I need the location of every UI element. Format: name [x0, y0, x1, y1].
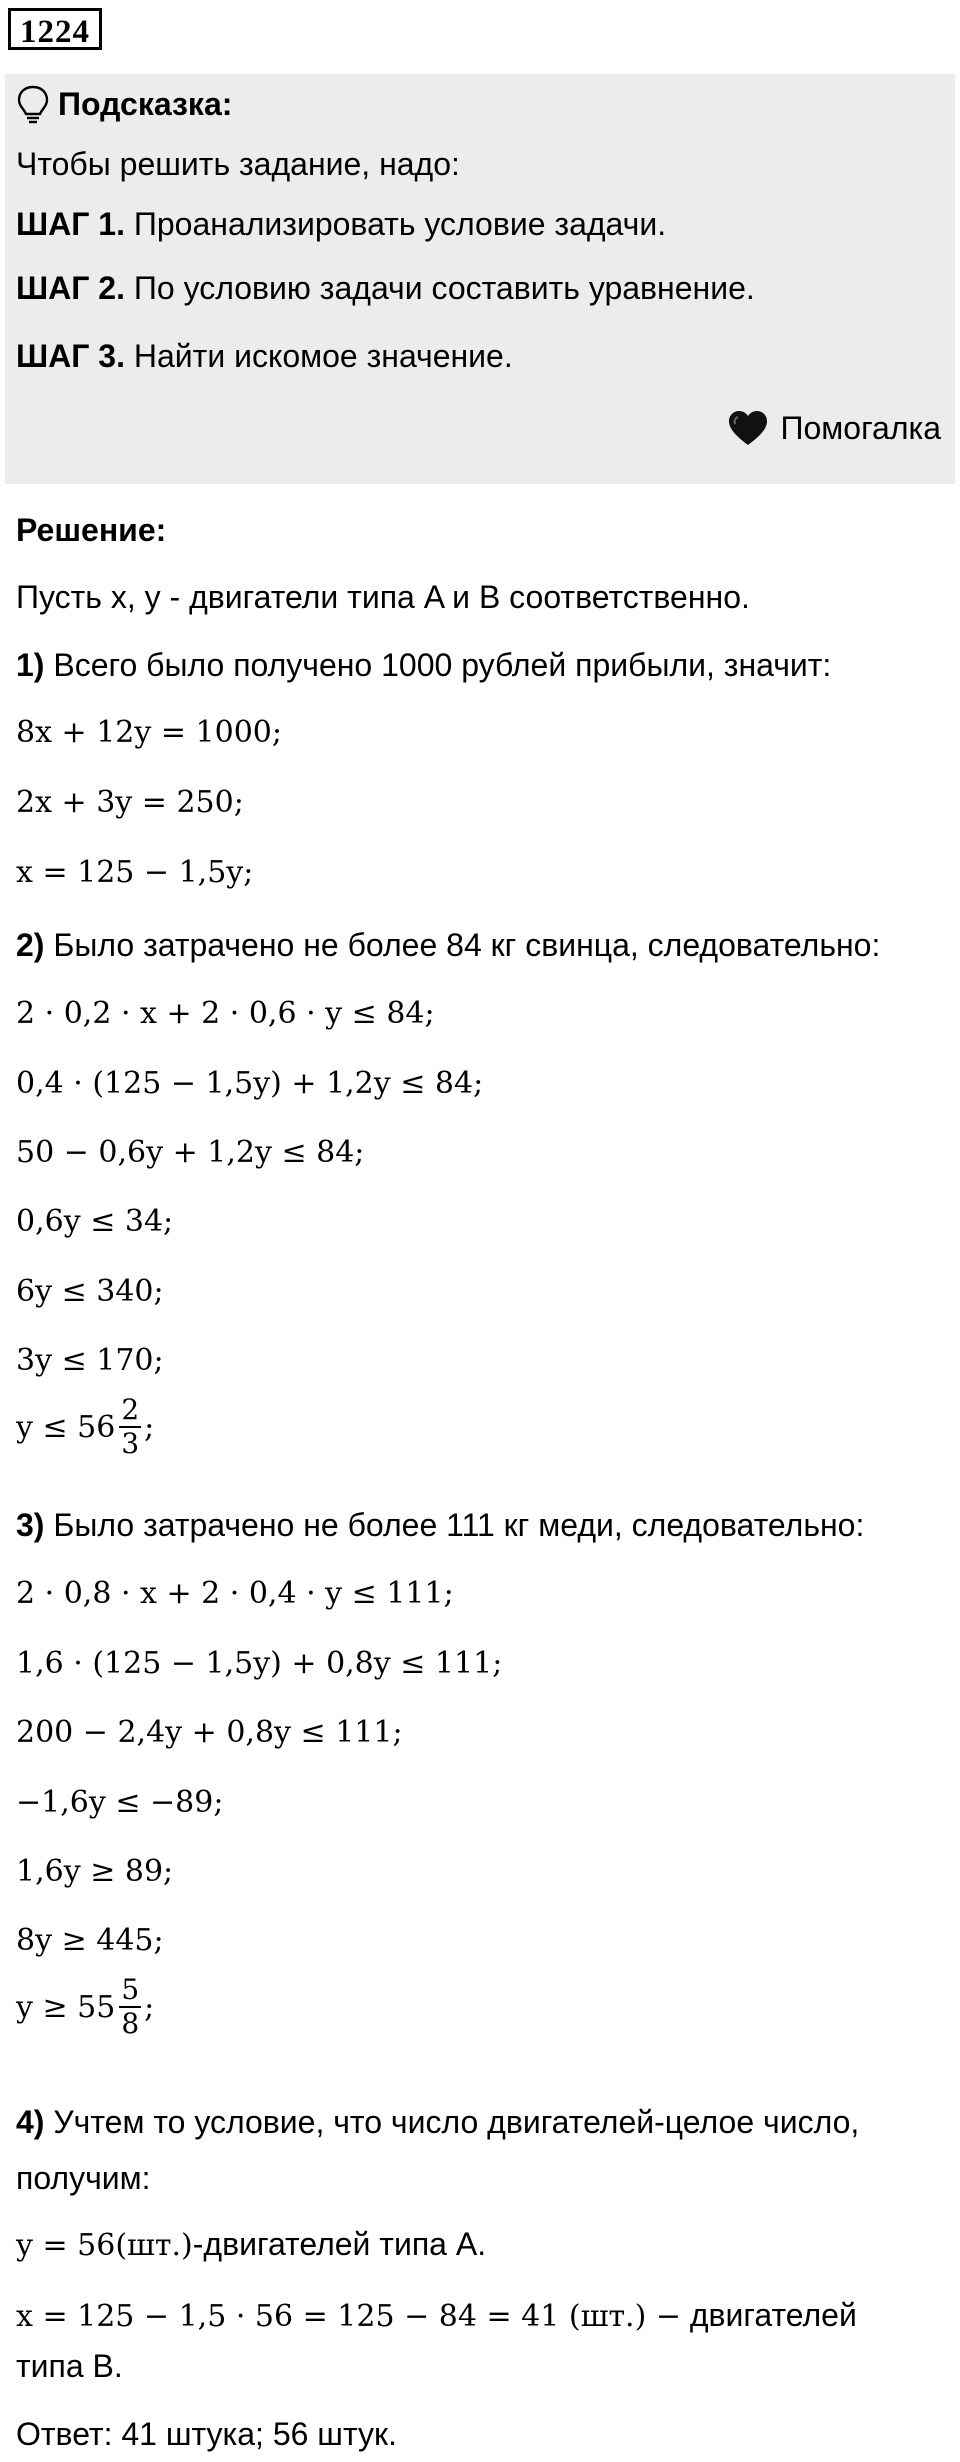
fraction-end: ;: [144, 1409, 155, 1445]
part-number: 4): [16, 2104, 45, 2140]
fraction-lhs: y ≤ 56: [16, 1409, 116, 1445]
fraction-result: [16, 1394, 154, 1460]
part4-heading: [16, 2102, 859, 2142]
hint-header: [16, 84, 232, 124]
math-line: 8y ≥ 445;: [16, 1923, 164, 1958]
part4-heading-cont: получим:: [16, 2160, 151, 2196]
step-label: ШАГ 3.: [16, 338, 125, 374]
fraction-numerator: 5: [121, 1973, 140, 2006]
part-number: 1): [16, 647, 45, 683]
part-text: Было затрачено не более 111 кг меди, следовательно:: [44, 1507, 865, 1543]
math-line: x = 125 − 1,5y;: [16, 855, 254, 890]
hint-step-2: [16, 268, 755, 308]
helper-label[interactable]: Помогалка: [780, 409, 941, 446]
x-result-text: двигателей: [680, 2297, 857, 2333]
solution-intro: Пусть x, y - двигатели типа A и B соответственно.: [16, 579, 750, 615]
part2-heading: [16, 925, 880, 965]
step-label: ШАГ 1.: [16, 206, 125, 242]
y-result-math: y = 56(шт.): [16, 2228, 193, 2263]
solution-title: Решение:: [16, 512, 167, 548]
hint-step-3: [16, 336, 513, 376]
step-text: Найти искомое значение.: [124, 338, 513, 374]
part-number: 3): [16, 1507, 45, 1543]
math-line: 1,6y ≥ 89;: [16, 1854, 174, 1889]
helper-link[interactable]: [726, 408, 941, 448]
math-line: 0,4 · (125 − 1,5y) + 1,2y ≤ 84;: [16, 1066, 484, 1101]
part-text: Учтем то условие, что число двигателей-целое число,: [44, 2104, 860, 2140]
part1-heading: [16, 645, 831, 685]
x-result-math: x = 125 − 1,5 · 56 = 125 − 84 = 41 (шт.) −: [16, 2299, 681, 2334]
part-text: Всего было получено 1000 рублей прибыли, значит:: [44, 647, 832, 683]
math-line: 8x + 12y = 1000;: [16, 715, 283, 750]
lightbulb-icon: [16, 84, 50, 124]
part-text: Было затрачено не более 84 кг свинца, следовательно:: [44, 927, 881, 963]
fraction-denominator: 8: [121, 2007, 140, 2040]
math-line: 3y ≤ 170;: [16, 1343, 164, 1378]
task-number: 1224: [8, 8, 102, 50]
y-result-text: -двигателей типа A.: [192, 2226, 487, 2262]
x-result-line: [16, 2295, 857, 2337]
fraction: [119, 1394, 141, 1460]
step-text: По условию задачи составить уравнение.: [124, 270, 755, 306]
fraction: [119, 1974, 141, 2040]
hint-box: [5, 74, 955, 484]
answer: Ответ: 41 штука; 56 штук.: [16, 2416, 397, 2452]
fraction-end: ;: [144, 1989, 155, 2025]
math-line: 2 · 0,8 · x + 2 · 0,4 · y ≤ 111;: [16, 1576, 454, 1611]
step-label: ШАГ 2.: [16, 270, 125, 306]
fraction-lhs: y ≥ 55: [16, 1989, 116, 2025]
math-line: 6y ≤ 340;: [16, 1274, 164, 1309]
math-line: 200 − 2,4y + 0,8y ≤ 111;: [16, 1715, 403, 1750]
heart-icon: [726, 408, 770, 448]
hint-step-1: [16, 204, 666, 244]
math-line: 2 · 0,2 · x + 2 · 0,6 · y ≤ 84;: [16, 996, 435, 1031]
math-line: −1,6y ≤ −89;: [16, 1785, 224, 1820]
hint-title: Подсказка:: [58, 85, 233, 122]
math-line: 50 − 0,6y + 1,2y ≤ 84;: [16, 1135, 365, 1170]
y-result-line: [16, 2224, 486, 2266]
part3-heading: [16, 1505, 864, 1545]
fraction-numerator: 2: [121, 1393, 140, 1426]
fraction-denominator: 3: [121, 1427, 140, 1460]
math-line: 0,6y ≤ 34;: [16, 1204, 174, 1239]
step-text: Проанализировать условие задачи.: [124, 206, 667, 242]
part-number: 2): [16, 927, 45, 963]
x-result-line-cont: типа B.: [16, 2348, 123, 2384]
math-line: 2x + 3y = 250;: [16, 785, 244, 820]
hint-intro: Чтобы решить задание, надо:: [16, 146, 460, 182]
math-line: 1,6 · (125 − 1,5y) + 0,8y ≤ 111;: [16, 1646, 503, 1681]
fraction-result: [16, 1974, 154, 2040]
